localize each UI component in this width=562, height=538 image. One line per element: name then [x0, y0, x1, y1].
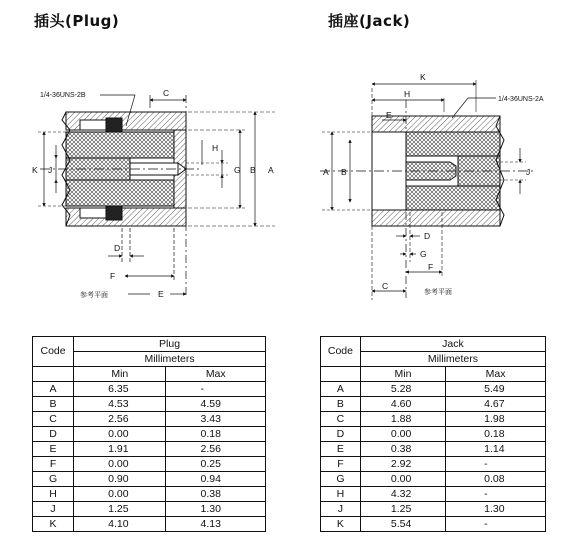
- table-row: [33, 457, 266, 472]
- row-code: C: [33, 412, 74, 427]
- row-code: H: [321, 487, 361, 502]
- row-min: 0.00: [74, 457, 166, 472]
- row-code: G: [321, 472, 361, 487]
- table-caption: Jack: [360, 337, 545, 352]
- table-row: [321, 397, 546, 412]
- row-max: -: [446, 487, 546, 502]
- row-code: H: [33, 487, 74, 502]
- plug-dim-k: K: [32, 165, 38, 175]
- row-code: D: [33, 427, 74, 442]
- max-header: Max: [446, 367, 546, 382]
- table-row: [321, 442, 546, 457]
- jack-spec-table: [320, 336, 546, 532]
- row-max: 4.67: [446, 397, 546, 412]
- row-min: 0.38: [360, 442, 445, 457]
- table-row: [33, 517, 266, 532]
- plug-dim-f: F: [110, 271, 116, 281]
- table-row: [321, 457, 546, 472]
- jack-ref-plane-label: 参考平面: [424, 288, 452, 296]
- row-min: 6.35: [74, 382, 166, 397]
- row-min: 2.92: [360, 457, 445, 472]
- table-row: [321, 472, 546, 487]
- row-max: 1.30: [166, 502, 266, 517]
- jack-table-body: [321, 382, 546, 532]
- row-min: 0.00: [74, 487, 166, 502]
- jack-dim-k: K: [420, 72, 426, 82]
- plug-dim-g: G: [234, 165, 241, 175]
- code-header: Code: [321, 337, 361, 367]
- row-code: J: [321, 502, 361, 517]
- plug-spec-table: [32, 336, 266, 532]
- jack-dim-g: G: [420, 249, 427, 259]
- jack-title: 插座(Jack): [328, 12, 411, 30]
- row-min: 1.91: [74, 442, 166, 457]
- unit-header: Millimeters: [360, 352, 545, 367]
- row-min: 1.88: [360, 412, 445, 427]
- jack-dim-f: F: [428, 262, 434, 272]
- row-max: 5.49: [446, 382, 546, 397]
- plug-drawing: [38, 95, 275, 298]
- row-min: 5.54: [360, 517, 445, 532]
- table-row: [33, 472, 266, 487]
- row-code: K: [321, 517, 361, 532]
- plug-dim-h: H: [212, 143, 219, 153]
- row-code: C: [321, 412, 361, 427]
- row-max: 4.13: [166, 517, 266, 532]
- table-row: [321, 382, 546, 397]
- table-row: [33, 397, 266, 412]
- row-min: 4.10: [74, 517, 166, 532]
- row-min: 4.53: [74, 397, 166, 412]
- plug-title: 插头(Plug): [34, 12, 120, 30]
- row-code: A: [33, 382, 74, 397]
- max-header: Max: [166, 367, 266, 382]
- table-row: [33, 382, 266, 397]
- row-max: 1.14: [446, 442, 546, 457]
- row-max: 0.38: [166, 487, 266, 502]
- row-min: 2.56: [74, 412, 166, 427]
- table-row: [321, 487, 546, 502]
- row-min: 4.60: [360, 397, 445, 412]
- min-header: Min: [74, 367, 166, 382]
- row-max: -: [166, 382, 266, 397]
- row-max: 4.59: [166, 397, 266, 412]
- jack-dim-h: H: [404, 89, 411, 99]
- plug-table-body: [33, 382, 266, 532]
- row-code: D: [321, 427, 361, 442]
- table-caption: Plug: [74, 337, 266, 352]
- row-max: 1.30: [446, 502, 546, 517]
- row-min: 1.25: [360, 502, 445, 517]
- plug-dim-e: E: [158, 289, 164, 299]
- table-row: [33, 427, 266, 442]
- row-min: 0.90: [74, 472, 166, 487]
- table-row: [321, 427, 546, 442]
- row-code: B: [321, 397, 361, 412]
- jack-dim-c: C: [382, 281, 389, 291]
- row-min: 0.00: [74, 427, 166, 442]
- row-max: 0.08: [446, 472, 546, 487]
- plug-dim-b: B: [250, 165, 256, 175]
- jack-dim-d: D: [424, 231, 431, 241]
- row-code: A: [321, 382, 361, 397]
- row-code: F: [321, 457, 361, 472]
- table-row: [33, 412, 266, 427]
- table-row: [321, 517, 546, 532]
- row-code: G: [33, 472, 74, 487]
- row-min: 1.25: [74, 502, 166, 517]
- jack-dim-a: A: [323, 167, 329, 177]
- row-code: F: [33, 457, 74, 472]
- table-row: [321, 412, 546, 427]
- row-max: 0.18: [446, 427, 546, 442]
- jack-dim-j: J: [526, 167, 531, 177]
- plug-dim-d: D: [114, 243, 121, 253]
- row-max: -: [446, 517, 546, 532]
- table-row: [321, 502, 546, 517]
- row-min: 4.32: [360, 487, 445, 502]
- table-row: [33, 502, 266, 517]
- row-code: E: [33, 442, 74, 457]
- row-max: -: [446, 457, 546, 472]
- row-min: 5.28: [360, 382, 445, 397]
- row-max: 1.98: [446, 412, 546, 427]
- code-header: Code: [33, 337, 74, 367]
- row-max: 0.25: [166, 457, 266, 472]
- row-max: 0.94: [166, 472, 266, 487]
- row-max: 2.56: [166, 442, 266, 457]
- jack-dim-b: B: [341, 167, 347, 177]
- jack-dim-e: E: [386, 110, 392, 120]
- row-max: 3.43: [166, 412, 266, 427]
- jack-thread-label: 1/4-36UNS-2A: [498, 96, 544, 103]
- plug-dim-c: C: [163, 88, 170, 98]
- plug-dim-a: A: [268, 165, 274, 175]
- code-header-spacer: [321, 367, 361, 382]
- plug-ref-plane-label: 参考平面: [80, 291, 108, 299]
- min-header: Min: [360, 367, 445, 382]
- row-code: K: [33, 517, 74, 532]
- plug-dim-j: J: [48, 165, 53, 175]
- plug-thread-label: 1/4-36UNS-2B: [40, 92, 86, 99]
- row-code: B: [33, 397, 74, 412]
- table-row: [33, 442, 266, 457]
- row-max: 0.18: [166, 427, 266, 442]
- code-header-spacer: [33, 367, 74, 382]
- table-row: [33, 487, 266, 502]
- row-code: J: [33, 502, 74, 517]
- row-min: 0.00: [360, 472, 445, 487]
- row-min: 0.00: [360, 427, 445, 442]
- row-code: E: [321, 442, 361, 457]
- unit-header: Millimeters: [74, 352, 266, 367]
